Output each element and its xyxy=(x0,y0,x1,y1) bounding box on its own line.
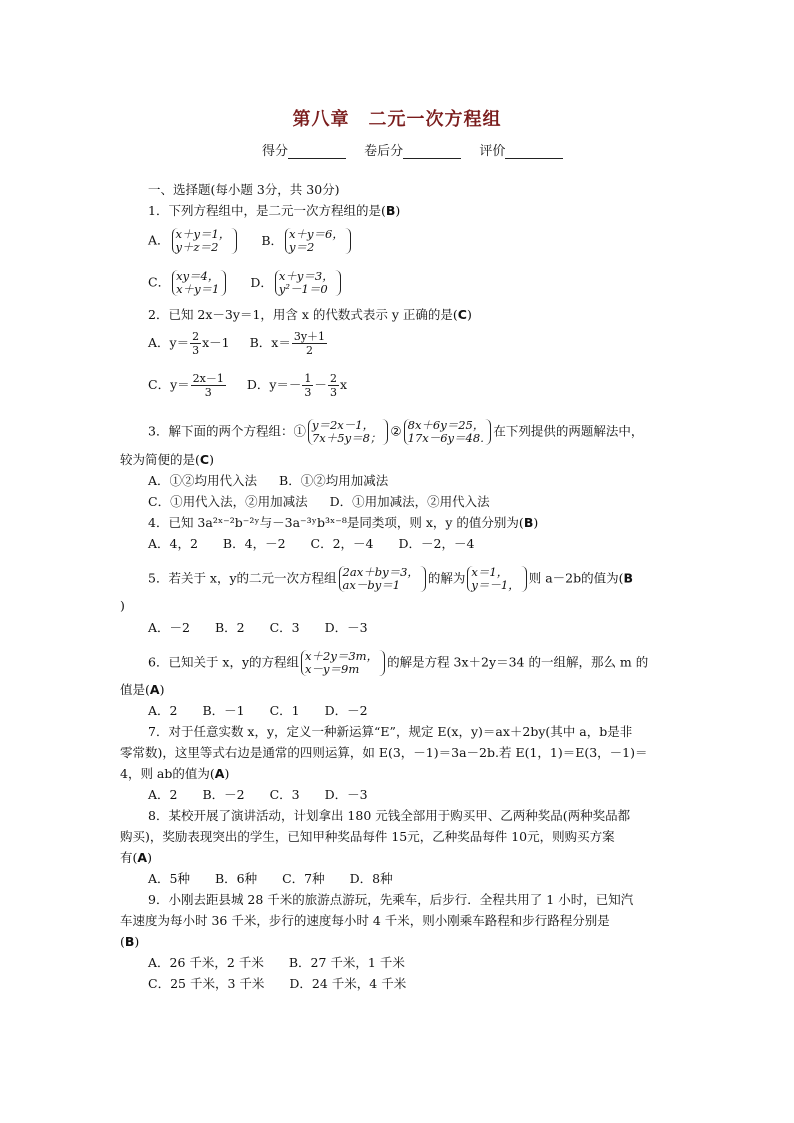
answer: B xyxy=(124,934,135,949)
question-9-line1: 9．小刚去距县城 28 千米的旅游点游玩，先乘车，后步行．全程共用了 1 小时，已知汽 xyxy=(148,892,634,907)
question-2-options-ab: A．y＝ $\frac{2}{3}$ x－1 B．x＝ $\frac{3y+1}{2}$ xyxy=(148,330,326,357)
question-4-stem: 4．已知 3a²ˣ⁻²b⁻²ʸ与－3a⁻³ʸb³ˣ⁻⁸是同类项，则 x，y 的值分别为(B) xyxy=(148,515,539,530)
question-8-line2: 购买)，奖励表现突出的学生，已知甲种奖品每件 15元，乙种奖品每件 10元，则购买方案 xyxy=(120,829,615,844)
answer: A xyxy=(149,682,160,697)
question-3-options-ab: A．①②均用代入法 B．①②均用加减法 xyxy=(148,473,389,488)
section-heading: 一、选择题(每小题 3分，共 30分) xyxy=(148,182,340,197)
question-1-stem: 1．下列方程组中，是二元一次方程组的是(B) xyxy=(148,203,401,218)
question-7-line3: 4，则 ab的值为(A) xyxy=(120,766,230,781)
question-3-options-cd: C．①用代入法，②用加减法 D．①用加减法，②用代入法 xyxy=(148,494,490,509)
fraction: $\frac{3y+1}{2}$ xyxy=(293,330,326,357)
question-5-options: A．－2 B．2 C．3 D．－3 xyxy=(148,620,368,635)
question-1-options-ab: A． x＋y＝1， y＋z＝2 B． x＋y＝6， y＝2 xyxy=(148,228,353,254)
question-1-options-cd: C． xy＝4， x＋y＝1 D． x＋y＝3， y²－1＝0 xyxy=(148,270,343,296)
after-score-label: 卷后分 xyxy=(364,144,404,159)
question-9-options-cd: C．25 千米，3 千米 D．24 千米，4 千米 xyxy=(148,976,407,991)
question-3-stem: 3．解下面的两个方程组：① y＝2x－1， 7x＋5y＝8； ② 8x＋6y＝25， 17x－6y＝48. 在下列提供的两题解法中， xyxy=(148,418,644,445)
equation-system: x＋y＝1， y＋z＝2 xyxy=(172,228,238,254)
equation-system: xy＝4， x＋y＝1 xyxy=(172,270,226,296)
equation-system: x＋2y＝3m， x－y＝9m xyxy=(301,650,385,676)
question-8-line1: 8．某校开展了演讲活动，计划拿出 180 元钱全部用于购买甲、乙两种奖品(两种奖品都 xyxy=(148,808,631,823)
question-6-stem-line2: 值是(A) xyxy=(120,682,165,697)
answer: C xyxy=(199,452,210,467)
after-score-blank[interactable] xyxy=(403,146,461,159)
question-2-stem: 2．已知 2x－3y＝1，用含 x 的代数式表示 y 正确的是(C) xyxy=(148,307,472,322)
equation-system: y＝2x－1， 7x＋5y＝8； xyxy=(308,419,388,445)
equation-system: 2ax＋by＝3， ax－by＝1 xyxy=(339,566,426,592)
question-6-stem: 6．已知关于 x，y的方程组 x＋2y＝3m， x－y＝9m 的解是方程 3x＋2y＝34 的一组解，那么 m 的 xyxy=(148,649,649,676)
evaluation-label: 评价 xyxy=(479,144,506,159)
score-line xyxy=(262,140,577,159)
question-8-options: A．5种 B．6种 C．7种 D．8种 xyxy=(148,871,393,886)
equation-system: x＋y＝3， y²－1＝0 xyxy=(275,270,341,296)
answer: A xyxy=(214,766,225,781)
question-7-line1: 7．对于任意实数 x，y，定义一种新运算“E”，规定 E(x，y)＝ax＋2by(其中 a，b是非 xyxy=(148,724,633,739)
answer: C xyxy=(457,307,467,322)
fraction: $\frac{1}{3}$ xyxy=(304,372,312,399)
question-9-line2: 车速度为每小时 36 千米，步行的速度每小时 4 千米，则小刚乘车路程和步行路程分别是 xyxy=(120,913,610,928)
equation-system: x＋y＝6， y＝2 xyxy=(285,228,351,254)
answer: A xyxy=(137,850,148,865)
question-7-line2: 零常数)，这里等式右边是通常的四则运算，如 E(3，－1)＝3a－2b.若 E(1，1)＝E(3，－1)＝ xyxy=(120,745,648,760)
answer: B xyxy=(523,515,534,530)
question-9-options-ab: A．26 千米，2 千米 B．27 千米，1 千米 xyxy=(148,955,405,970)
score-label: 得分 xyxy=(262,144,289,159)
question-9-line3: (B) xyxy=(120,934,140,949)
answer: B xyxy=(385,203,396,218)
page-title: 第八章 二元一次方程组 xyxy=(292,109,502,130)
question-7-options: A．2 B．－2 C．3 D．－3 xyxy=(148,787,368,802)
question-6-options: A．2 B．－1 C．1 D．－2 xyxy=(148,703,368,718)
fraction: $\frac{2}{3}$ xyxy=(192,330,200,357)
question-3-stem-line2: 较为简便的是(C) xyxy=(120,452,214,467)
fraction: $\frac{2}{3}$ xyxy=(329,372,337,399)
answer: B xyxy=(623,570,634,586)
fraction: $\frac{2x-1}{3}$ xyxy=(192,372,224,399)
question-8-line3: 有(A) xyxy=(120,850,152,865)
evaluation-blank[interactable] xyxy=(505,146,563,159)
score-blank[interactable] xyxy=(288,146,346,159)
equation-system: 8x＋6y＝25， 17x－6y＝48. xyxy=(404,419,492,445)
question-4-options: A．4，2 B．4，－2 C．2，－4 D．－2，－4 xyxy=(148,536,475,551)
question-5-stem: 5．若关于 x，y的二元一次方程组 2ax＋by＝3， ax－by＝1 的解为 x＝1， y＝－1， 则 a－2b的值为(B xyxy=(148,565,634,592)
equation-system: x＝1， y＝－1， xyxy=(467,566,526,592)
question-2-options-cd: C．y＝ $\frac{2x-1}{3}$ D．y＝－ $\frac{1}{3}$ － $\frac{2}{3}$ x xyxy=(148,372,347,399)
question-5-close: ) xyxy=(120,598,125,613)
